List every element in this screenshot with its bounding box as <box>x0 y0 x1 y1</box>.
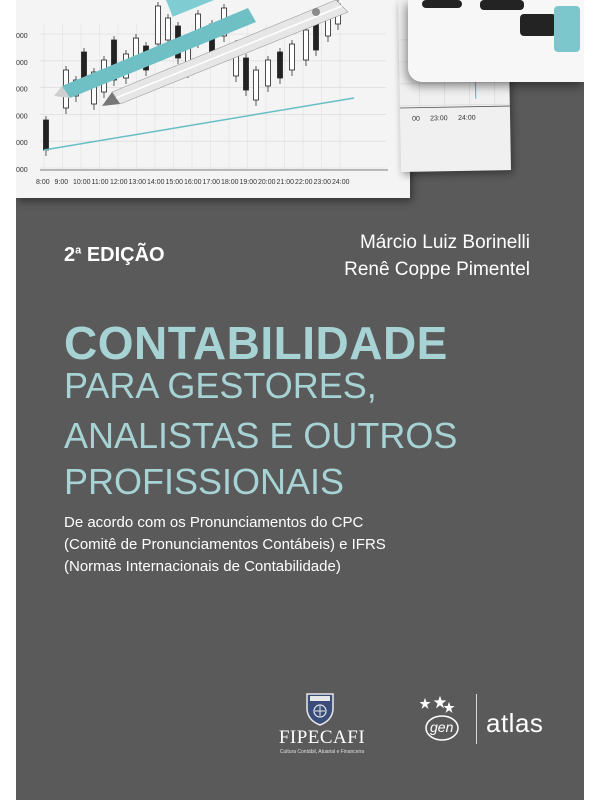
book-subtitle-line: ANALISTAS E OUTROS <box>64 415 458 456</box>
fipecafi-wordmark: FIPECAFI <box>278 727 366 748</box>
x-tick-label: 14:00 <box>147 179 165 186</box>
x-tick-label: 15:00 <box>165 179 184 186</box>
second-chart-tick: 24:00 <box>458 114 476 122</box>
x-tick-label: 19:00 <box>239 179 258 186</box>
fipecafi-logo <box>274 692 370 756</box>
x-tick-label: 17:00 <box>202 179 221 186</box>
calculator-key-teal <box>554 6 580 52</box>
y-tick-label: 000 <box>16 113 28 121</box>
gen-wordmark: gen <box>430 719 454 735</box>
calculator-key <box>480 0 524 10</box>
x-tick-label: 9:00 <box>54 179 69 186</box>
atlas-logo: atlas <box>486 708 544 738</box>
x-tick-label: 23:00 <box>313 179 332 186</box>
book-subtitle-line: PROFISSIONAIS <box>64 461 345 502</box>
edition-ordinal: a <box>75 244 82 257</box>
second-chart-tick: 23:00 <box>430 115 448 123</box>
x-tick-label: 22:00 <box>295 179 313 186</box>
description-line: De acordo com os Pronunciamentos do CPC <box>64 514 364 531</box>
x-tick-label: 18:00 <box>221 179 239 186</box>
calculator-key <box>422 0 462 8</box>
calculator-key <box>520 14 556 36</box>
silver-pen <box>102 0 348 106</box>
author-name: Renê Coppe Pimentel <box>344 259 530 280</box>
logo-separator <box>476 694 477 744</box>
y-tick-label: 000 <box>16 86 28 94</box>
fipecafi-tagline: Cultura Contábil, Atuarial e Financeira <box>279 749 365 755</box>
gen-logo <box>420 694 472 748</box>
description-line: (Normas Internacionais de Contabilidade) <box>64 558 341 575</box>
y-tick-label: 000 <box>16 33 28 40</box>
description-line: (Comitê de Pronunciamentos Contábeis) e IFRS <box>64 536 386 553</box>
x-tick-label: 11:00 <box>91 179 109 186</box>
x-tick-label: 16:00 <box>184 179 202 186</box>
author-name: Márcio Luiz Borinelli <box>359 232 530 253</box>
y-tick-label: 000 <box>16 140 28 148</box>
edition-label <box>64 244 165 267</box>
calculator <box>408 0 584 82</box>
book-title: CONTABILIDADE <box>64 317 448 369</box>
book-cover <box>16 0 584 800</box>
second-chart-tick: 00 <box>412 115 420 123</box>
x-tick-label: 10:00 <box>73 179 91 186</box>
x-tick-label: 12:00 <box>110 179 128 186</box>
edition-word: EDIÇÃO <box>86 244 165 266</box>
shield-icon <box>305 692 335 726</box>
y-tick-label: 000 <box>16 59 28 67</box>
x-tick-label: 13:00 <box>128 179 147 186</box>
x-tick-label: 20:00 <box>258 179 276 186</box>
x-tick-label: 8:00 <box>36 179 50 186</box>
x-tick-label: 24:00 <box>332 179 350 186</box>
book-subtitle-line: PARA GESTORES, <box>64 365 377 406</box>
y-tick-label: 000 <box>16 167 28 174</box>
x-tick-label: 21:00 <box>276 179 295 186</box>
edition-number: 2 <box>64 244 76 266</box>
